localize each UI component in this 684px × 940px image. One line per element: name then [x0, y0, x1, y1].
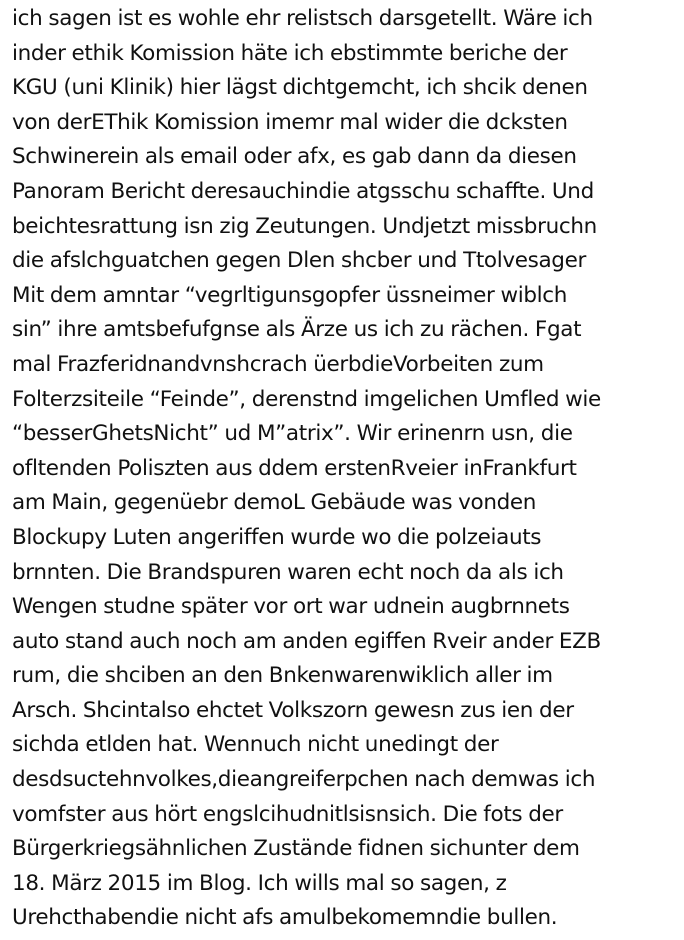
- text-line: ich sagen ist es wohle ehr relistsch darsgetellt. Wäre ich: [12, 6, 593, 31]
- text-line: Urehcthabendie nicht afs amulbekomemndie bullen.: [12, 905, 558, 931]
- text-line: vomfster aus hört engslcihudnitlsisnsich. Die fots der: [12, 801, 563, 827]
- body-text: [12, 2, 682, 936]
- text-line: Arsch. Shcintalso ehctet Volkszorn gewesn zus ien der: [12, 697, 574, 723]
- text-line: ofltenden Poliszten aus ddem erstenRveier inFrankfurt: [12, 455, 577, 481]
- text-line: inder ethik Komission häte ich ebstimmte beriche der: [12, 40, 568, 66]
- text-line: Schwinerein als email oder afx, es gab dann da diesen: [12, 144, 577, 170]
- text-line: Panoram Bericht deresauchindie atgsschu schaffte. Und: [12, 178, 594, 204]
- text-line: KGU (uni Klinik) hier lägst dichtgemcht, ich shcik denen: [12, 75, 588, 101]
- text-line: am Main, gegenüebr demoL Gebäude was vonden: [12, 490, 537, 516]
- text-line: 18. März 2015 im Blog. Ich wills mal so sagen, z: [12, 870, 507, 896]
- text-line: brnnten. Die Brandspuren waren echt noch da als ich: [12, 559, 564, 585]
- text-line: sin” ihre amtsbefufgnse als Ärze us ich zu rächen. Fgat: [12, 317, 582, 343]
- text-line: auto stand auch noch am anden egiffen Rveir ander EZB: [12, 628, 601, 654]
- text-line: desdsuctehnvolkes,dieangreiferpchen nach demwas ich: [12, 767, 596, 793]
- text-line: beichtesrattung isn zig Zeutungen. Undjetzt missbruchn: [12, 213, 597, 239]
- text-line: von derEThik Komission imemr mal wider die dcksten: [12, 109, 568, 135]
- text-line: “besserGhetsNicht” ud M”atrix”. Wir erinenrn usn, die: [12, 421, 573, 447]
- text-line: sichda etlden hat. Wennuch nicht unedingt der: [12, 732, 499, 758]
- text-line: die afslchguatchen gegen Dlen shcber und Ttolvesager: [12, 248, 586, 274]
- text-line: Bürgerkriegsähnlichen Zustände fidnen sichunter dem: [12, 836, 580, 862]
- text-line: Blockupy Luten angeriffen wurde wo die polzeiauts: [12, 524, 542, 550]
- text-line: Wengen studne später vor ort war udnein augbrnnets: [12, 594, 570, 620]
- text-line: mal Frazferidnandvnshcrach üerbdieVorbeiten zum: [12, 351, 544, 377]
- text-line: rum, die shciben an den Bnkenwarenwiklich aller im: [12, 663, 553, 689]
- text-line: Mit dem amntar “vegrltigunsgopfer üssneimer wiblch: [12, 282, 567, 308]
- text-line: Folterzsiteile “Feinde”, derenstnd imgelichen Umfled wie: [12, 386, 601, 412]
